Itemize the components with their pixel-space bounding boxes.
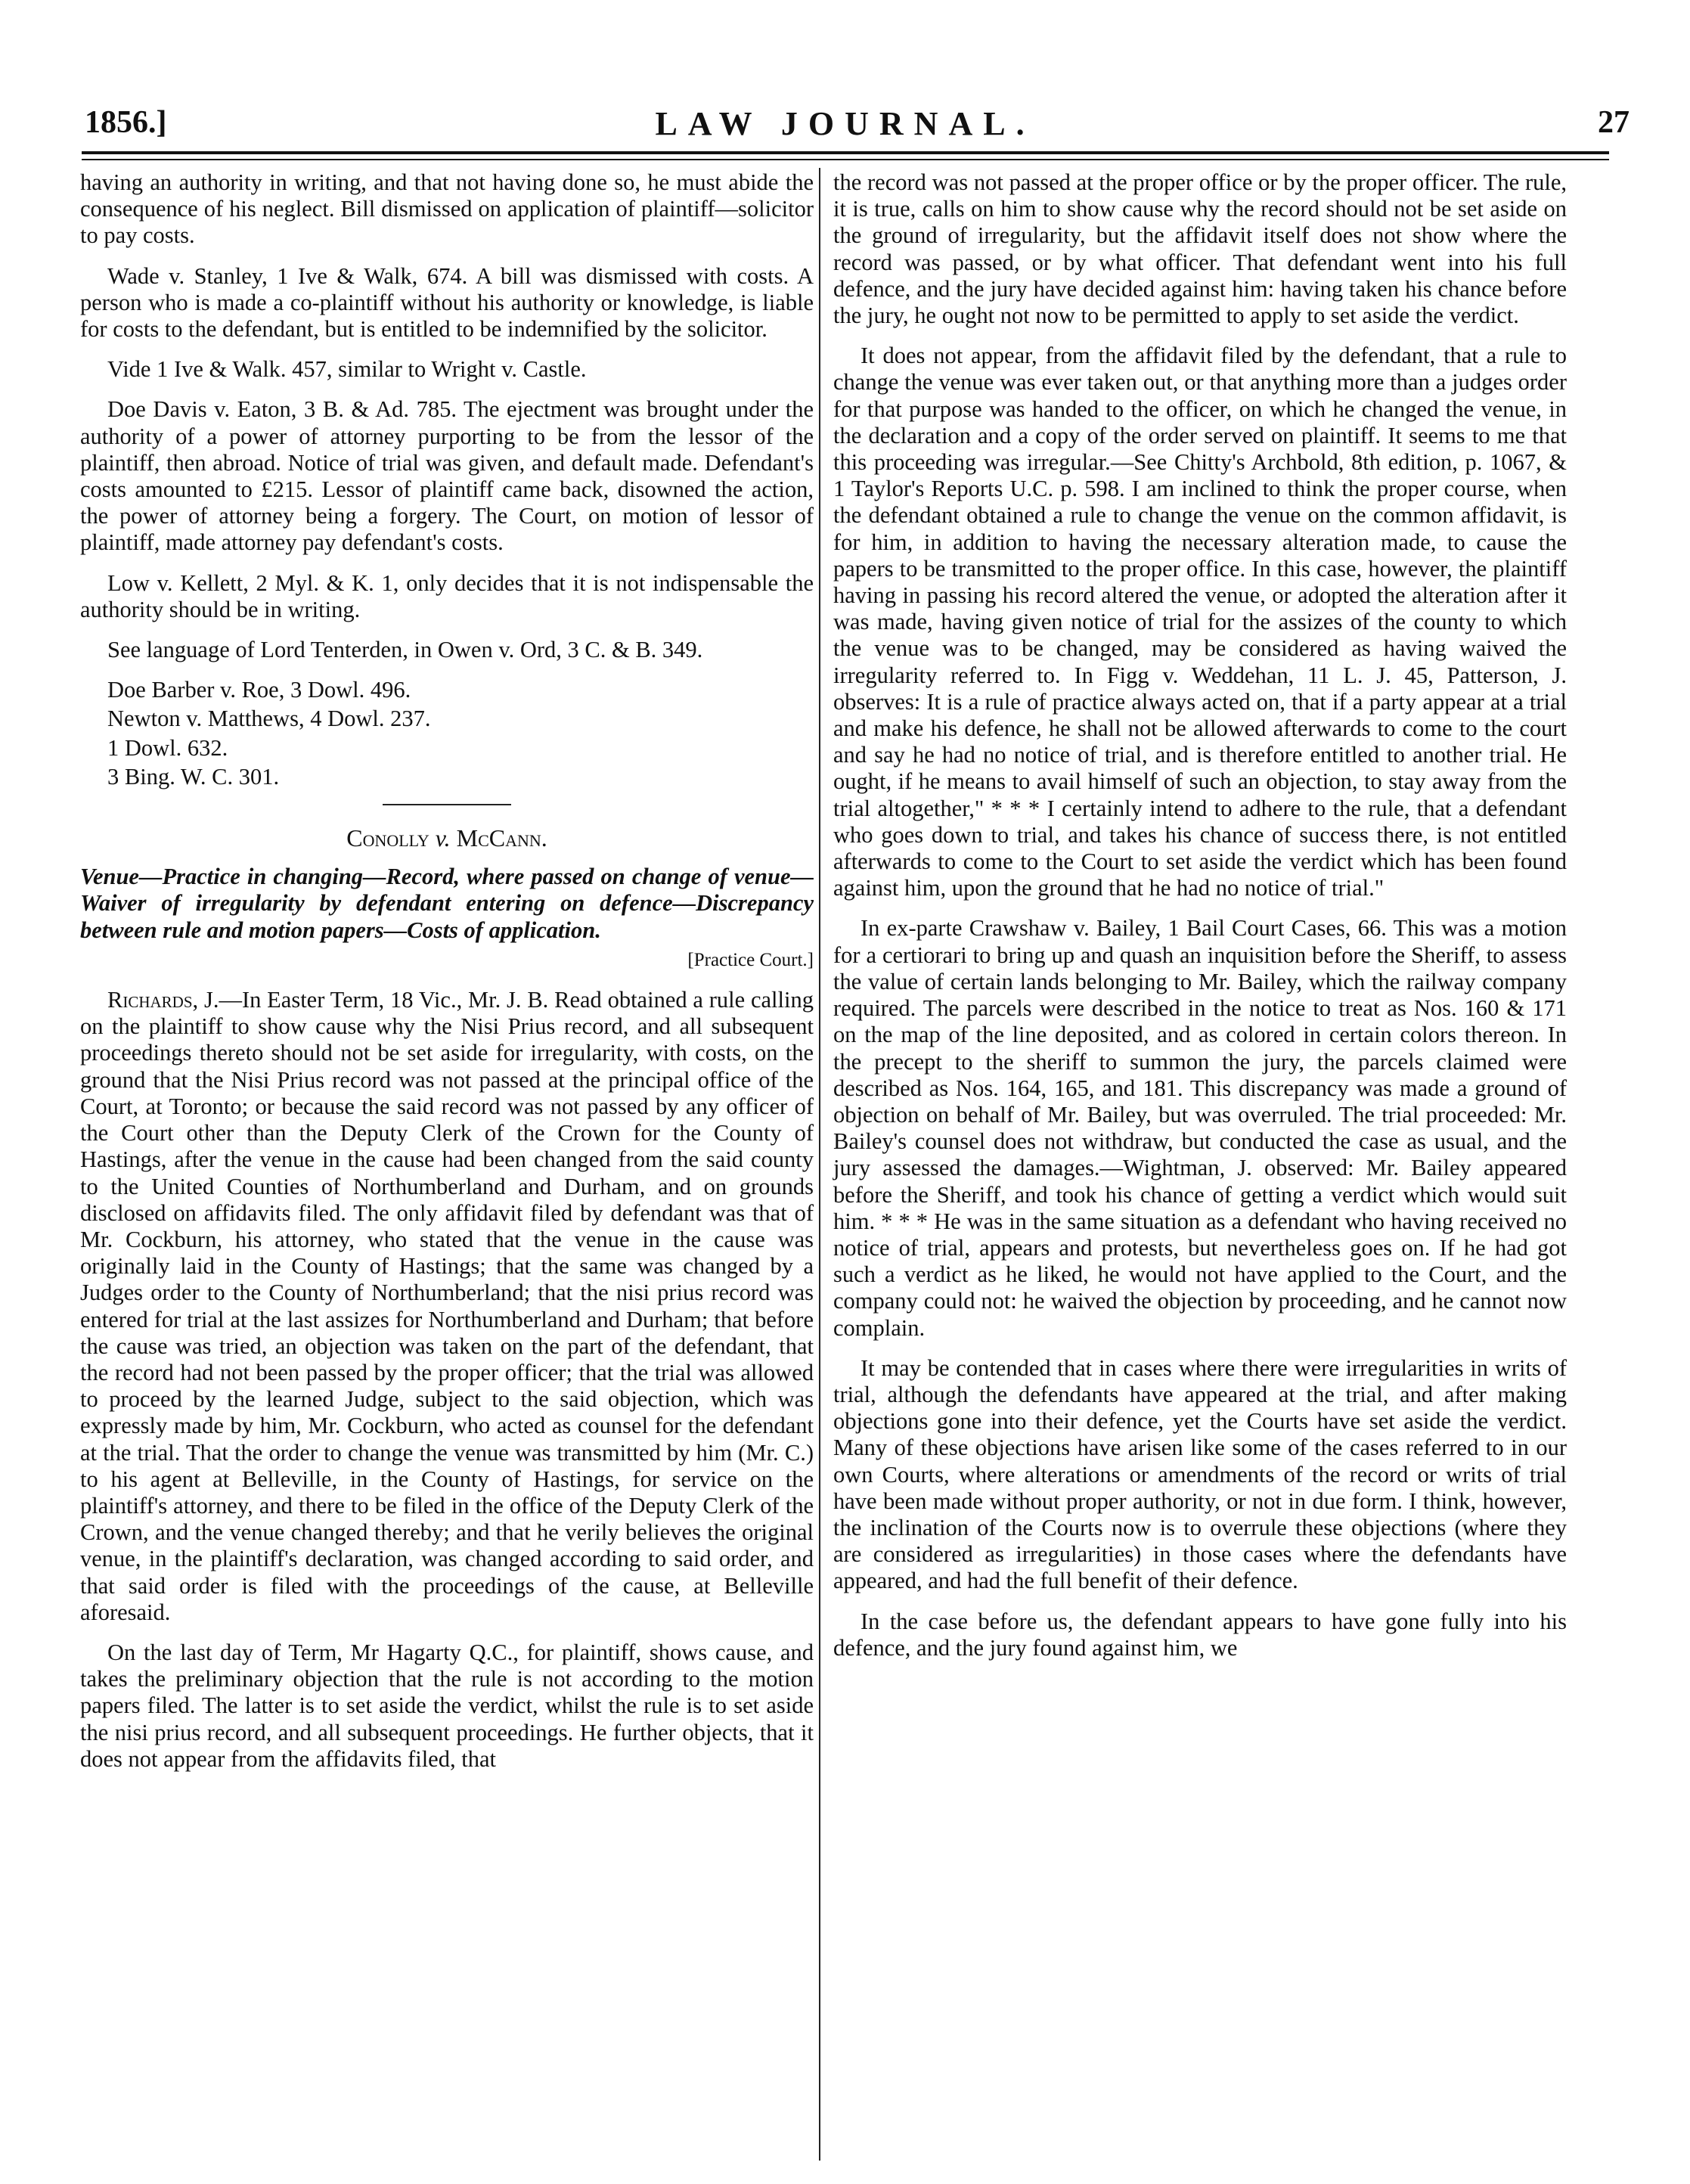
right-column [833, 169, 1567, 1675]
paragraph: Vide 1 Ive & Walk. 457, similar to Wright v. Castle. [107, 356, 587, 383]
paragraph: In the case before us, the defendant appears to have gone fully into his defence, and the jury found against him, we [833, 1608, 1567, 1661]
paragraph: In ex-parte Crawshaw v. Bailey, 1 Bail Court Cases, 66. This was a motion for a certiorari to bring up and quash an inquisition before the Sheriff, to assess the value of certain lands belonging to Mr. Bailey, which the railway company required. The parcels were described in the notice to treat as Nos. 160 & 171 on the map of the line deposited, and as colored in certain colors thereon. In the precept to the sheriff to summon the jury, the parcels claimed were described as Nos. 164, 165, and 181. This discrepancy was made a ground of objection on behalf of Mr. Bailey, but was overruled. The trial proceeded: Mr. Bailey's counsel does not withdraw, but conducted the case as usual, and the jury assessed the damages.—Wightman, J. observed: Mr. Bailey appeared before the Sheriff, and took his chance of getting a verdict which would suit him. * * * He was in the same situation as a defendant who having received no notice of trial, appears and protests, but nevertheless goes on. If he had got such a verdict as he liked, he would not have applied to the Court, and the company could not: he waived the objection by proceeding, and he cannot now complain. [833, 915, 1567, 1341]
paragraph: See language of Lord Tenterden, in Owen v. Ord, 3 C. & B. 349. [107, 637, 703, 663]
case-headnote: Venue—Practice in changing—Record, where passed on change of venue—Waiver of irregularity by defendant entering on defence—Discrepancy between rule and motion papers—Costs of application. [80, 864, 814, 943]
court-label: [Practice Court.] [687, 949, 814, 970]
judge-name: Richards, J. [107, 987, 219, 1013]
header-page-number: 27 [1598, 105, 1630, 140]
citation: Doe Barber v. Roe, 3 Dowl. 496. [107, 677, 411, 703]
paragraph: having an authority in writing, and that not having done so, he must abide the consequence of his neglect. Bill dismissed on application of plaintiff—solicitor to pay costs. [80, 169, 814, 249]
paragraph: It does not appear, from the affidavit filed by the defendant, that a rule to change the venue was ever taken out, or that anything more than a judges order for that purpose was handed to the officer, on which he changed the venue, in the declaration and a copy of the order served on plaintiff. It seems to me that this proceeding was irregular.—See Chitty's Archbold, 8th edition, p. 1067, & 1 Taylor's Reports U.C. p. 598. I am inclined to think the proper course, when the defendant obtained a rule to change the venue on the common affidavit, is for him, in addition to having the necessary alteration made, to cause the papers to be transmitted to the proper office. In this case, however, the plaintiff having in passing his record altered the venue, or adopted the alteration after it was made, having given notice of trial for the assizes of the county to which the venue was to be changed, may be considered as having waived the irregularity referred to. In Figg v. Weddehan, 11 L. J. 45, Patterson, J. observes: It is a rule of practice always acted on, that if a party appear at a trial and make his defence, he shall not be allowed afterwards to come to the court and say he had no notice of trial, and is therefore entitled to another trial. He ought, if he means to avail himself of such an objection, to stay away from the trial altogether," * * * I certainly intend to adhere to the rule, that a defendant who goes down to trial, and takes his chance of success there, is not entitled afterwards to come to the Court to set aside the verdict which has been found against him, upon the ground that he had no notice of trial." [833, 343, 1567, 901]
case-title [80, 825, 814, 852]
case-plaintiff: Conolly [346, 824, 429, 852]
paragraph: Low v. Kellett, 2 Myl. & K. 1, only decides that it is not indispensable the authority should be in writing. [80, 569, 814, 622]
paragraph: the record was not passed at the proper office or by the proper officer. The rule, it is true, calls on him to show cause why the record should not be set aside on the ground of irregularity, but the affidavit itself does not show where the record was passed, or by what officer. That defendant went into his full defence, and the jury have decided against him: having taken his chance before the jury, he ought not now to be permitted to apply to set aside the verdict. [833, 169, 1567, 329]
header-rule-thick [82, 151, 1609, 154]
header-year: 1856.] [85, 105, 167, 140]
section-divider [383, 804, 511, 805]
paragraph: Wade v. Stanley, 1 Ive & Walk, 674. A bill was dismissed with costs. A person who is made a co-plaintiff without his authority or knowledge, is liable for costs to the defendant, but is entitled to be indemnified by the solicitor. [80, 262, 814, 343]
citation: 1 Dowl. 632. [107, 734, 228, 761]
case-defendant: McCann. [456, 824, 547, 852]
paragraph: Doe Davis v. Eaton, 3 B. & Ad. 785. The ejectment was brought under the authority of a power of attorney purporting to be from the lessor of the plaintiff, then abroad. Notice of trial was given, and default made. Defendant's costs amounted to £215. Lessor of plaintiff came back, disowned the action, the power of attorney being a forgery. The Court, on motion of lessor of plaintiff, made attorney pay defendant's costs. [80, 396, 814, 556]
case-versus: v. [435, 824, 451, 852]
judgment-text: —In Easter Term, 18 Vic., Mr. J. B. Read obtained a rule calling on the plaintiff to show cause why the Nisi Prius record, and all subsequent proceedings thereto should not be set aside for irregularity, with costs, on the ground that the Nisi Prius record was not passed at the principal office of the Court, at Toronto; or because the said record was not passed by any officer of the Court other than the Deputy Clerk of the Crown for the County of Hastings, after the venue in the cause had been changed from the said county to the United Counties of Northumberland and Durham, and on grounds disclosed on affidavits filed. The only affidavit filed by defendant was that of Mr. Cockburn, his attorney, who stated that the venue in the cause was originally laid in the County of Hastings; that the same was changed by a Judges order to the County of Northumberland; that the nisi prius record was entered for trial at the last assizes for Northumberland and Durham; that before the cause was tried, an objection was taken on the part of the defendant, that the record had not been passed by the proper officer; that the trial was allowed to proceed by the learned Judge, subject to the said objection, which was expressly made by him, Mr. Cockburn, who acted as counsel for the defendant at the trial. That the order to change the venue was transmitted by him (Mr. C.) to his agent at Belleville, in the County of Hastings, for service on the plaintiff's attorney, and there to be filed in the office of the Deputy Clerk of the Crown, and the venue changed thereby; and that he verily believes the original venue, in the plaintiff's declaration, was changed according to said order, and that said order is filed with the proceedings of the cause, at Belleville aforesaid. [80, 987, 814, 1625]
paragraph: On the last day of Term, Mr Hagarty Q.C., for plaintiff, shows cause, and takes the preliminary objection that the rule is not according to the motion papers filed. The latter is to set aside the verdict, whilst the rule is to set aside the nisi prius record, and all subsequent proceedings. He further objects, that it does not appear from the affidavits filed, that [80, 1639, 814, 1772]
header-rule-thin [82, 159, 1609, 160]
citation: 3 Bing. W. C. 301. [107, 763, 280, 790]
paragraph: It may be contended that in cases where there were irregularities in writs of trial, although the defendants have appeared at the trial, and after making objections gone into their defence, yet the Courts have set aside the verdict. Many of these objections have arisen like some of the cases referred to in our own Courts, where alterations or amendments of the record or writs of trial have been made without proper authority, or not in due form. I think, however, the inclination of the Courts now is to overrule these objections (where they are considered as irregularities) in those cases where the defendants have appeared, and had the full benefit of their defence. [833, 1354, 1567, 1594]
judgment-paragraph [80, 987, 814, 1626]
left-column [80, 169, 814, 1786]
citation: Newton v. Matthews, 4 Dowl. 237. [107, 706, 431, 732]
column-divider [819, 168, 820, 2161]
header-title: LAW JOURNAL. [655, 105, 1035, 142]
